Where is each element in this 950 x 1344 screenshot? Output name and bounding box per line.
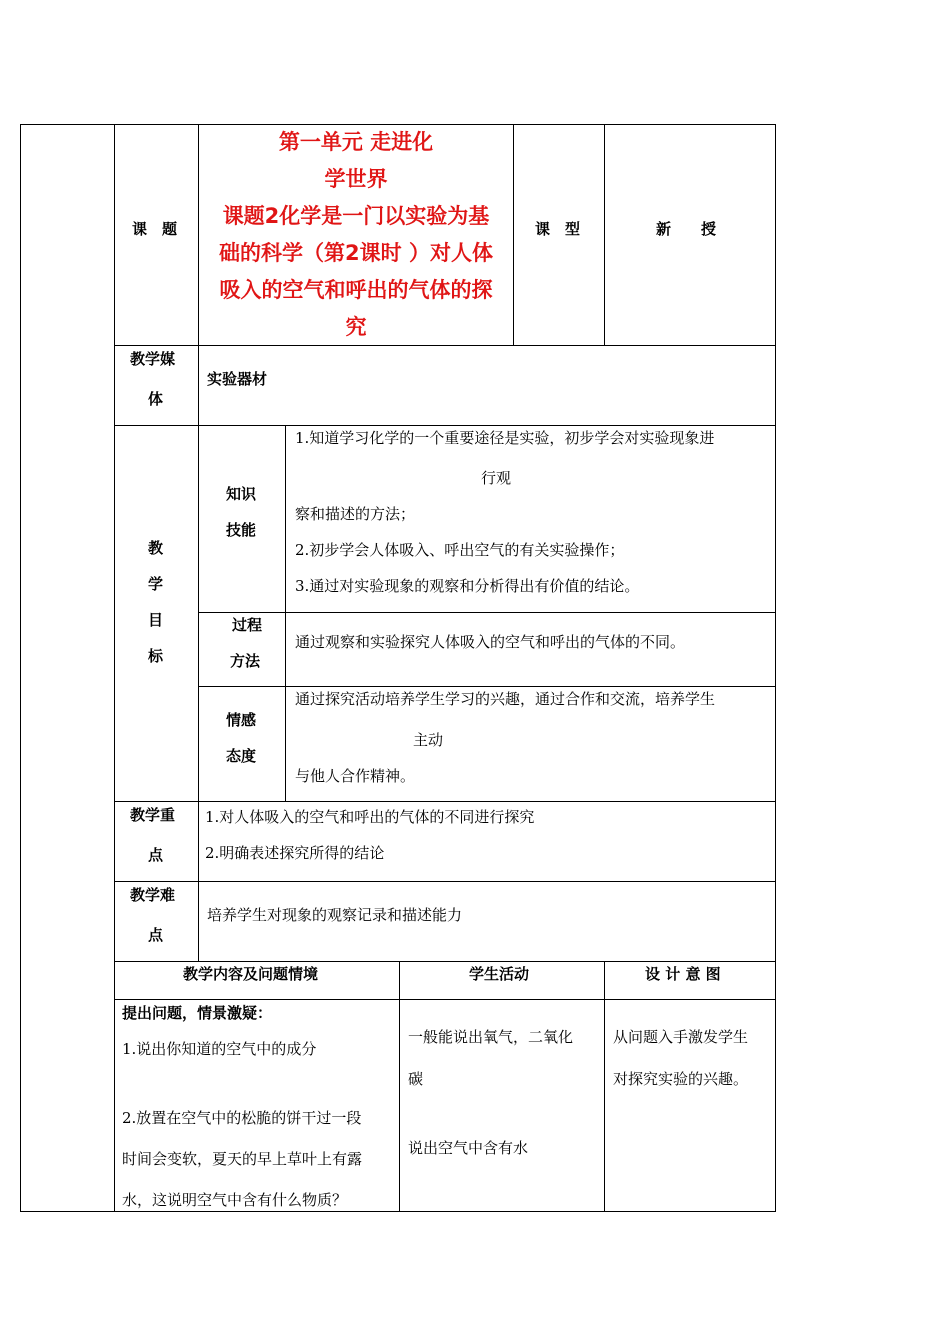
knowledge-line: 1.知道学习化学的一个重要途径是实验，初步学会对实验现象进 [295, 429, 715, 447]
table-border-bottom [20, 1211, 776, 1212]
label-attitude: 态度 [226, 747, 257, 765]
label-key-points: 点 [148, 846, 164, 864]
rule [604, 124, 605, 346]
design-intent: 从问题入手激发学生 [613, 1028, 749, 1046]
column-header-content: 教学内容及问题情境 [183, 965, 319, 983]
knowledge-line: 3.通过对实验现象的观察和分析得出有价值的结论。 [295, 577, 640, 595]
section-heading: 提出问题，情景激疑： [122, 1004, 273, 1022]
label-media: 教学媒 [130, 350, 176, 368]
label-goals: 标 [148, 647, 164, 665]
rule [114, 425, 776, 426]
column-header-design: 设 计 意 图 [645, 965, 721, 983]
process-text: 通过观察和实验探究人体吸入的空气和呼出的气体的不同。 [295, 633, 686, 651]
lesson-title [200, 124, 512, 346]
rule [198, 124, 199, 961]
label-attitude: 情感 [226, 711, 257, 729]
rule [114, 124, 115, 1212]
label-difficulties: 点 [148, 926, 164, 944]
title-line: 究 [345, 315, 367, 339]
question: 1.说出你知道的空气中的成分 [122, 1040, 317, 1058]
rule [114, 961, 776, 962]
rule [114, 801, 776, 802]
label-key-points: 教学重 [130, 806, 176, 824]
label-knowledge: 技能 [226, 521, 257, 539]
attitude-line: 通过探究活动培养学生学习的兴趣，通过合作和交流，培养学生 [295, 690, 716, 708]
student-activity: 说出空气中含有水 [408, 1139, 529, 1157]
key-point-line: 1.对人体吸入的空气和呼出的气体的不同进行探究 [205, 808, 535, 826]
question: 水，这说明空气中含有什么物质？ [122, 1191, 348, 1209]
title-line: 学世界 [324, 167, 388, 191]
label-process: 方法 [230, 652, 261, 670]
table-border-left [20, 124, 21, 1212]
knowledge-line: 行观 [481, 469, 512, 487]
rule [285, 425, 286, 802]
label-media: 体 [148, 390, 164, 408]
label-knowledge: 知识 [226, 485, 257, 503]
label-goals: 学 [148, 575, 164, 593]
label-lesson-type: 课 型 [535, 220, 581, 238]
rule [399, 961, 400, 1212]
question: 2.放置在空气中的松脆的饼干过一段 [122, 1109, 362, 1127]
table-border-right [775, 124, 776, 1212]
label-goals: 目 [148, 611, 164, 629]
knowledge-line: 2.初步学会人体吸入、呼出空气的有关实验操作； [295, 541, 625, 559]
title-line: 第一单元 走进化 [278, 130, 434, 154]
rule [604, 961, 605, 1212]
rule [513, 124, 514, 346]
knowledge-line: 察和描述的方法； [295, 505, 416, 523]
attitude-line: 与他人合作精神。 [295, 767, 416, 785]
label-goals: 教 [148, 539, 164, 557]
difficulties-text: 培养学生对现象的观察记录和描述能力 [207, 906, 463, 924]
rule [114, 881, 776, 882]
lesson-type-value: 新 授 [656, 220, 717, 238]
question: 时间会变软，夏天的早上草叶上有露 [122, 1150, 363, 1168]
attitude-line: 主动 [413, 731, 444, 749]
student-activity: 碳 [408, 1070, 424, 1088]
media-value: 实验器材 [207, 370, 268, 388]
label-process: 过程 [232, 616, 263, 634]
key-point-line: 2.明确表述探究所得的结论 [205, 844, 385, 862]
title-line: 吸入的空气和呼出的气体的探 [219, 278, 493, 302]
student-activity: 一般能说出氧气，二氧化 [408, 1028, 574, 1046]
rule [114, 999, 776, 1000]
design-intent: 对探究实验的兴趣。 [613, 1070, 749, 1088]
column-header-activity: 学生活动 [469, 965, 530, 983]
title-line: 课题2化学是一门以实验为基 [222, 204, 490, 228]
label-topic: 课 题 [132, 220, 178, 238]
title-line: 础的科学（第2课时 ）对人体 [219, 241, 493, 265]
label-difficulties: 教学难 [130, 886, 176, 904]
